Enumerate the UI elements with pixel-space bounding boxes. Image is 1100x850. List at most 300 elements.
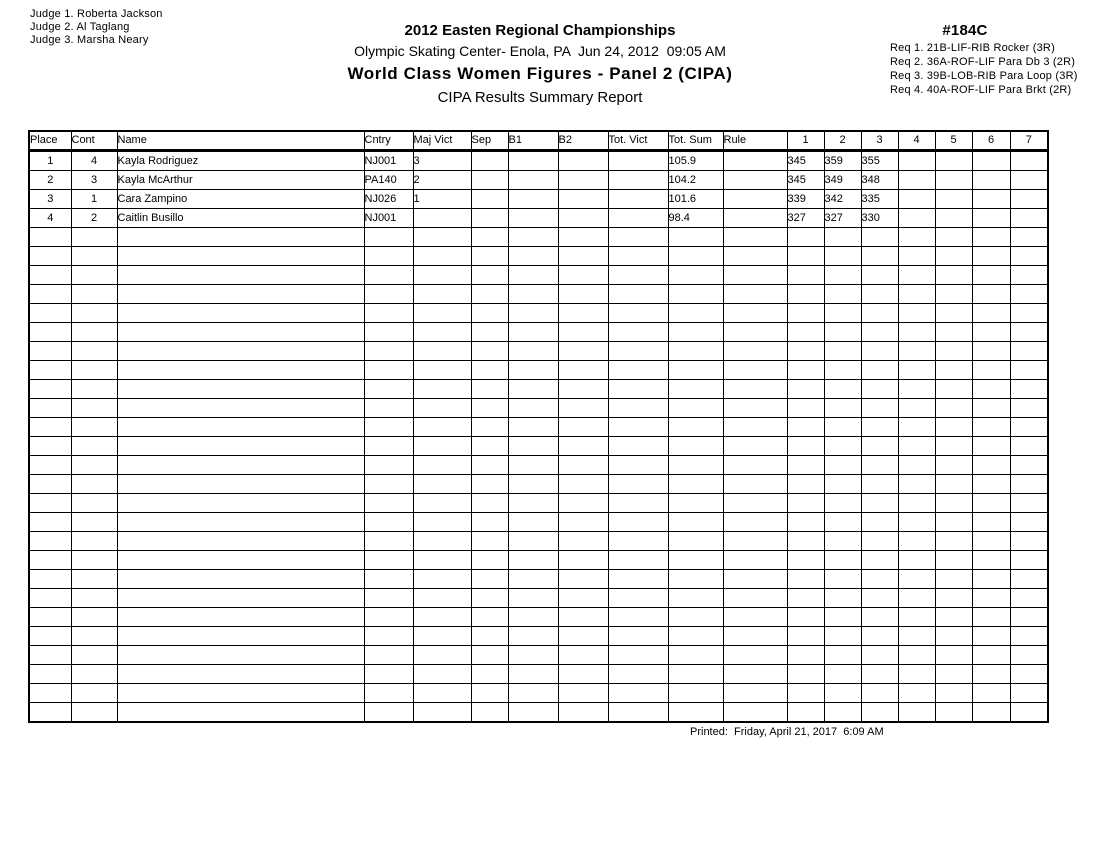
cell — [787, 266, 824, 285]
cell — [508, 494, 558, 513]
cell — [898, 589, 935, 608]
column-header: 4 — [898, 131, 935, 151]
cell: NJ001 — [364, 151, 413, 171]
cell — [861, 646, 898, 665]
cell — [861, 323, 898, 342]
cell — [471, 151, 508, 171]
cell — [861, 494, 898, 513]
cell: 345 — [787, 151, 824, 171]
cell: 1 — [71, 190, 117, 209]
cell — [1010, 399, 1048, 418]
empty-row — [29, 228, 1048, 247]
cell — [413, 418, 471, 437]
cell — [71, 342, 117, 361]
cell — [787, 532, 824, 551]
cell — [558, 665, 608, 684]
cell — [471, 456, 508, 475]
requirement-line: Req 4. 40A-ROF-LIF Para Brkt (2R) — [890, 84, 1072, 96]
cell: 98.4 — [668, 209, 723, 228]
cell — [898, 665, 935, 684]
cell — [364, 437, 413, 456]
cell — [787, 665, 824, 684]
cell — [71, 627, 117, 646]
cell — [861, 380, 898, 399]
cell — [723, 151, 787, 171]
cell — [608, 570, 668, 589]
cell — [29, 551, 71, 570]
cell — [117, 513, 364, 532]
cell — [471, 703, 508, 723]
cell — [861, 627, 898, 646]
cell — [117, 684, 364, 703]
empty-row — [29, 475, 1048, 494]
empty-row — [29, 437, 1048, 456]
cell — [723, 551, 787, 570]
cell — [608, 171, 668, 190]
cell — [413, 570, 471, 589]
cell — [608, 646, 668, 665]
cell: 3 — [71, 171, 117, 190]
cell — [668, 589, 723, 608]
cell — [668, 418, 723, 437]
header-row — [29, 131, 1048, 151]
cell — [558, 513, 608, 532]
cell — [608, 532, 668, 551]
cell — [787, 551, 824, 570]
cell — [824, 475, 861, 494]
cell — [608, 209, 668, 228]
cell — [723, 228, 787, 247]
cell — [558, 342, 608, 361]
cell — [413, 646, 471, 665]
empty-row — [29, 418, 1048, 437]
cell: Kayla Rodriguez — [117, 151, 364, 171]
cell — [29, 627, 71, 646]
cell — [787, 627, 824, 646]
cell — [558, 209, 608, 228]
cell — [935, 608, 972, 627]
cell — [972, 247, 1010, 266]
cell — [668, 494, 723, 513]
cell — [898, 209, 935, 228]
cell — [413, 304, 471, 323]
cell — [898, 627, 935, 646]
cell: 2 — [29, 171, 71, 190]
cell — [558, 703, 608, 723]
cell — [898, 190, 935, 209]
cell — [723, 665, 787, 684]
empty-row — [29, 684, 1048, 703]
cell — [972, 646, 1010, 665]
cell — [508, 361, 558, 380]
cell — [558, 551, 608, 570]
cell — [972, 437, 1010, 456]
cell — [71, 703, 117, 723]
cell: 348 — [861, 171, 898, 190]
cell — [787, 418, 824, 437]
cell — [471, 475, 508, 494]
cell — [29, 304, 71, 323]
cell — [29, 399, 71, 418]
cell — [29, 513, 71, 532]
cell — [608, 475, 668, 494]
report-title: CIPA Results Summary Report — [437, 89, 643, 106]
cell — [117, 361, 364, 380]
cell — [29, 608, 71, 627]
cell — [29, 532, 71, 551]
cell — [508, 228, 558, 247]
cell — [471, 418, 508, 437]
cell — [471, 228, 508, 247]
cell — [723, 646, 787, 665]
cell — [117, 228, 364, 247]
cell — [824, 266, 861, 285]
cell — [508, 570, 558, 589]
cell — [787, 456, 824, 475]
cell — [558, 456, 608, 475]
cell — [898, 285, 935, 304]
cell — [935, 437, 972, 456]
cell — [558, 608, 608, 627]
cell — [824, 532, 861, 551]
column-header: Name — [117, 131, 364, 151]
cell — [471, 209, 508, 228]
cell — [1010, 570, 1048, 589]
cell — [935, 456, 972, 475]
cell — [898, 304, 935, 323]
cell — [71, 304, 117, 323]
cell: 330 — [861, 209, 898, 228]
cell: 104.2 — [668, 171, 723, 190]
requirement-line: Req 3. 39B-LOB-RIB Para Loop (3R) — [890, 70, 1078, 82]
cell — [935, 703, 972, 723]
cell — [1010, 608, 1048, 627]
cell — [935, 494, 972, 513]
cell — [29, 266, 71, 285]
cell — [413, 380, 471, 399]
cell — [935, 399, 972, 418]
cell — [861, 684, 898, 703]
cell — [71, 532, 117, 551]
cell — [413, 532, 471, 551]
cell — [824, 608, 861, 627]
cell — [413, 589, 471, 608]
cell — [935, 684, 972, 703]
cell — [364, 323, 413, 342]
cell — [364, 513, 413, 532]
cell — [787, 304, 824, 323]
cell: PA140 — [364, 171, 413, 190]
cell — [71, 665, 117, 684]
cell: 345 — [787, 171, 824, 190]
cell — [558, 361, 608, 380]
venue-date-line: Olympic Skating Center- Enola, PA Jun 24, 2012 09:05 AM — [354, 43, 726, 59]
cell — [824, 342, 861, 361]
cell — [972, 266, 1010, 285]
cell — [723, 171, 787, 190]
cell — [117, 589, 364, 608]
cell — [413, 361, 471, 380]
cell — [608, 380, 668, 399]
cell — [935, 380, 972, 399]
cell — [364, 646, 413, 665]
cell — [413, 608, 471, 627]
cell — [972, 342, 1010, 361]
cell — [558, 399, 608, 418]
column-header: 6 — [972, 131, 1010, 151]
cell — [723, 456, 787, 475]
cell: 4 — [29, 209, 71, 228]
cell — [1010, 380, 1048, 399]
cell — [861, 570, 898, 589]
cell — [117, 646, 364, 665]
cell — [824, 285, 861, 304]
cell — [608, 608, 668, 627]
cell — [29, 323, 71, 342]
cell — [413, 703, 471, 723]
cell — [471, 532, 508, 551]
cell — [824, 684, 861, 703]
cell — [861, 532, 898, 551]
cell — [117, 323, 364, 342]
cell: 2 — [413, 171, 471, 190]
cell — [608, 228, 668, 247]
cell — [71, 589, 117, 608]
cell — [1010, 437, 1048, 456]
cell: Caitlin Busillo — [117, 209, 364, 228]
cell — [898, 151, 935, 171]
cell — [898, 323, 935, 342]
cell — [364, 608, 413, 627]
cell — [29, 418, 71, 437]
cell — [723, 304, 787, 323]
column-header: Maj Vict — [413, 131, 471, 151]
cell — [1010, 532, 1048, 551]
cell — [668, 380, 723, 399]
cell — [608, 418, 668, 437]
cell — [898, 380, 935, 399]
cell — [787, 494, 824, 513]
cell — [668, 684, 723, 703]
cell — [668, 304, 723, 323]
empty-row — [29, 380, 1048, 399]
cell — [824, 399, 861, 418]
column-header: Rule — [723, 131, 787, 151]
cell — [1010, 266, 1048, 285]
cell — [668, 437, 723, 456]
cell — [935, 532, 972, 551]
cell — [935, 361, 972, 380]
cell — [972, 494, 1010, 513]
cell — [1010, 703, 1048, 723]
cell: 327 — [824, 209, 861, 228]
cell — [972, 456, 1010, 475]
cell — [508, 684, 558, 703]
cell — [71, 646, 117, 665]
cell — [723, 418, 787, 437]
cell — [413, 399, 471, 418]
cell — [935, 190, 972, 209]
cell — [608, 551, 668, 570]
cell — [1010, 190, 1048, 209]
cell — [787, 285, 824, 304]
empty-row — [29, 323, 1048, 342]
event-title: World Class Women Figures - Panel 2 (CIPA) — [347, 64, 733, 83]
cell: 101.6 — [668, 190, 723, 209]
cell — [668, 570, 723, 589]
cell — [29, 475, 71, 494]
cell — [29, 437, 71, 456]
cell — [1010, 285, 1048, 304]
cell — [508, 285, 558, 304]
cell — [364, 342, 413, 361]
cell — [71, 684, 117, 703]
cell — [787, 570, 824, 589]
cell — [1010, 342, 1048, 361]
cell — [471, 399, 508, 418]
cell — [413, 323, 471, 342]
cell — [972, 190, 1010, 209]
cell — [898, 171, 935, 190]
cell — [364, 684, 413, 703]
cell — [558, 323, 608, 342]
cell — [723, 608, 787, 627]
cell — [558, 532, 608, 551]
cell — [413, 209, 471, 228]
cell — [972, 228, 1010, 247]
cell — [117, 285, 364, 304]
cell — [29, 247, 71, 266]
cell — [558, 570, 608, 589]
empty-row — [29, 665, 1048, 684]
cell — [935, 151, 972, 171]
empty-row — [29, 589, 1048, 608]
results-table — [28, 130, 1049, 723]
cell — [1010, 209, 1048, 228]
cell — [364, 532, 413, 551]
cell — [608, 190, 668, 209]
cell — [972, 589, 1010, 608]
cell — [935, 646, 972, 665]
empty-row — [29, 513, 1048, 532]
cell — [668, 665, 723, 684]
cell — [471, 190, 508, 209]
cell — [364, 247, 413, 266]
cell — [935, 304, 972, 323]
cell — [558, 627, 608, 646]
cell — [898, 437, 935, 456]
cell — [1010, 551, 1048, 570]
cell — [668, 266, 723, 285]
cell — [668, 646, 723, 665]
cell — [117, 608, 364, 627]
cell — [723, 475, 787, 494]
table-row — [29, 209, 1048, 228]
cell — [898, 266, 935, 285]
cell — [1010, 151, 1048, 171]
cell — [29, 703, 71, 723]
cell — [824, 228, 861, 247]
cell — [972, 418, 1010, 437]
cell — [413, 665, 471, 684]
cell — [508, 608, 558, 627]
empty-row — [29, 570, 1048, 589]
cell — [29, 361, 71, 380]
cell — [558, 285, 608, 304]
cell — [668, 532, 723, 551]
cell — [508, 437, 558, 456]
cell — [471, 361, 508, 380]
requirement-line: Req 1. 21B-LIF-RIB Rocker (3R) — [890, 42, 1055, 54]
cell: Kayla McArthur — [117, 171, 364, 190]
cell — [608, 151, 668, 171]
requirement-line: Req 2. 36A-ROF-LIF Para Db 3 (2R) — [890, 56, 1076, 68]
cell — [898, 399, 935, 418]
cell — [71, 570, 117, 589]
column-header: Place — [29, 131, 71, 151]
cell — [471, 627, 508, 646]
cell — [558, 437, 608, 456]
cell — [117, 494, 364, 513]
cell — [861, 513, 898, 532]
table-row — [29, 171, 1048, 190]
cell — [29, 342, 71, 361]
cell: 355 — [861, 151, 898, 171]
cell — [364, 304, 413, 323]
cell — [558, 418, 608, 437]
cell — [787, 646, 824, 665]
cell — [668, 342, 723, 361]
empty-row — [29, 627, 1048, 646]
cell — [29, 285, 71, 304]
cell — [364, 456, 413, 475]
cell — [471, 608, 508, 627]
cell — [824, 323, 861, 342]
cell — [824, 551, 861, 570]
cell — [668, 703, 723, 723]
cell — [508, 589, 558, 608]
requirements-list — [890, 41, 1078, 97]
cell — [508, 247, 558, 266]
cell — [723, 399, 787, 418]
cell — [972, 475, 1010, 494]
cell — [935, 266, 972, 285]
cell — [668, 247, 723, 266]
cell — [413, 551, 471, 570]
cell — [608, 361, 668, 380]
empty-row — [29, 285, 1048, 304]
cell — [787, 608, 824, 627]
cell — [471, 247, 508, 266]
cell — [723, 190, 787, 209]
cell: Cara Zampino — [117, 190, 364, 209]
cell — [413, 266, 471, 285]
cell — [71, 323, 117, 342]
cell — [861, 399, 898, 418]
championship-title: 2012 Easten Regional Championships — [404, 22, 676, 39]
cell: 335 — [861, 190, 898, 209]
cell — [364, 570, 413, 589]
cell: NJ001 — [364, 209, 413, 228]
cell — [824, 646, 861, 665]
cell — [972, 703, 1010, 723]
cell — [972, 399, 1010, 418]
cell — [972, 304, 1010, 323]
cell — [1010, 646, 1048, 665]
column-header: Cntry — [364, 131, 413, 151]
cell — [787, 475, 824, 494]
cell — [608, 494, 668, 513]
